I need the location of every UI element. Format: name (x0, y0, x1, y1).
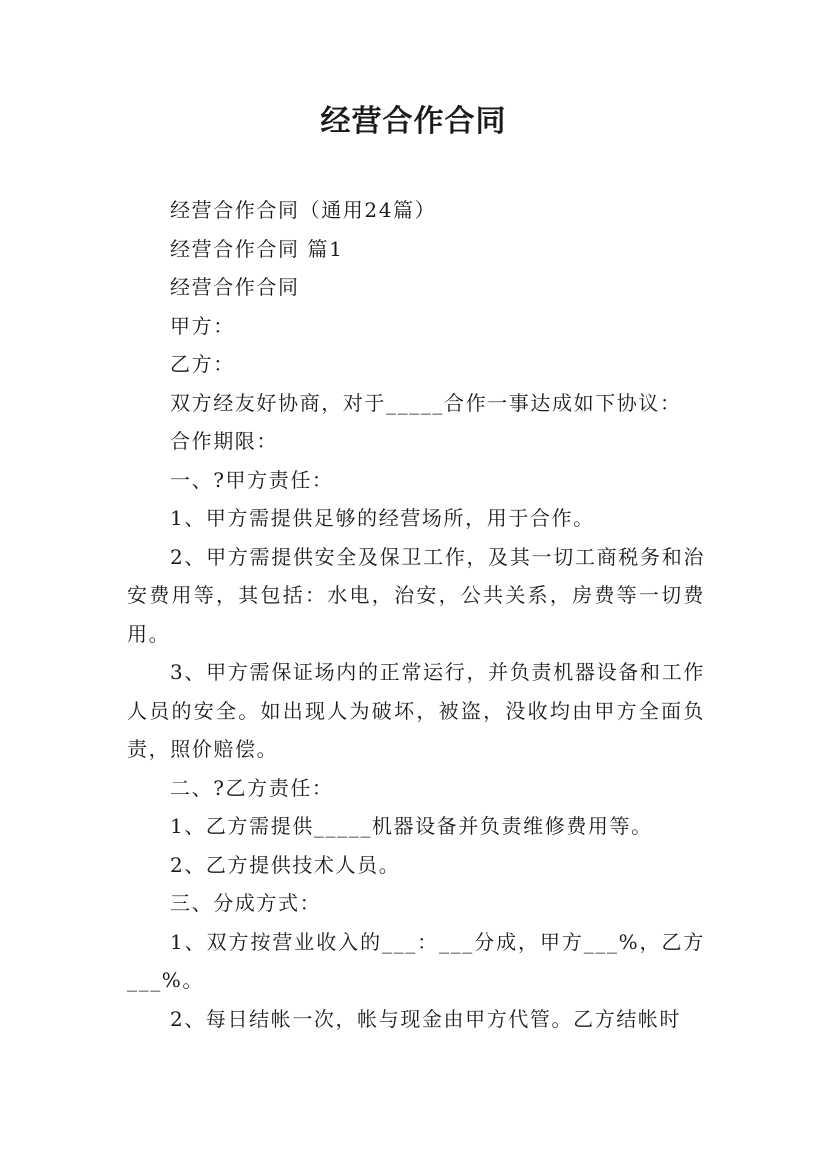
paragraph: 3、甲方需保证场内的正常运行，并负责机器设备和工作人员的安全。如出现人为破坏，被盗，没收均由甲方全面负责，照价赔偿。 (127, 660, 705, 761)
paragraph: 1、乙方需提供_____机器设备并负责维修费用等。 (170, 814, 653, 838)
document-body (127, 191, 705, 1038)
paragraph: 三、分成方式： (170, 891, 322, 915)
paragraph: 2、每日结帐一次，帐与现金由甲方代管。乙方结帐时 (170, 1006, 682, 1031)
paragraph: 甲方： (170, 313, 235, 338)
paragraph: 1、双方按营业收入的___：___分成，甲方___%，乙方___%。 (127, 929, 705, 992)
paragraph: 经营合作合同 (170, 275, 300, 299)
paragraph: 二、?乙方责任： (170, 775, 334, 800)
document-title: 经营合作合同 (320, 104, 507, 139)
paragraph: 乙方： (170, 352, 235, 376)
paragraph: 合作期限： (170, 429, 278, 453)
paragraph: 经营合作合同（通用24篇） (170, 198, 437, 222)
paragraph: 2、乙方提供技术人员。 (170, 852, 401, 877)
paragraph: 双方经友好协商，对于_____合作一事达成如下协议： (170, 390, 682, 415)
paragraph: 2、甲方需提供安全及保卫工作，及其一切工商税务和治安费用等，其包括：水电，治安，公共关系，房费等一切费用。 (127, 544, 705, 646)
paragraph: 1、甲方需提供足够的经营场所，用于合作。 (170, 506, 595, 530)
paragraph: 一、?甲方责任： (170, 467, 334, 492)
paragraph: 经营合作合同 篇1 (170, 236, 344, 261)
